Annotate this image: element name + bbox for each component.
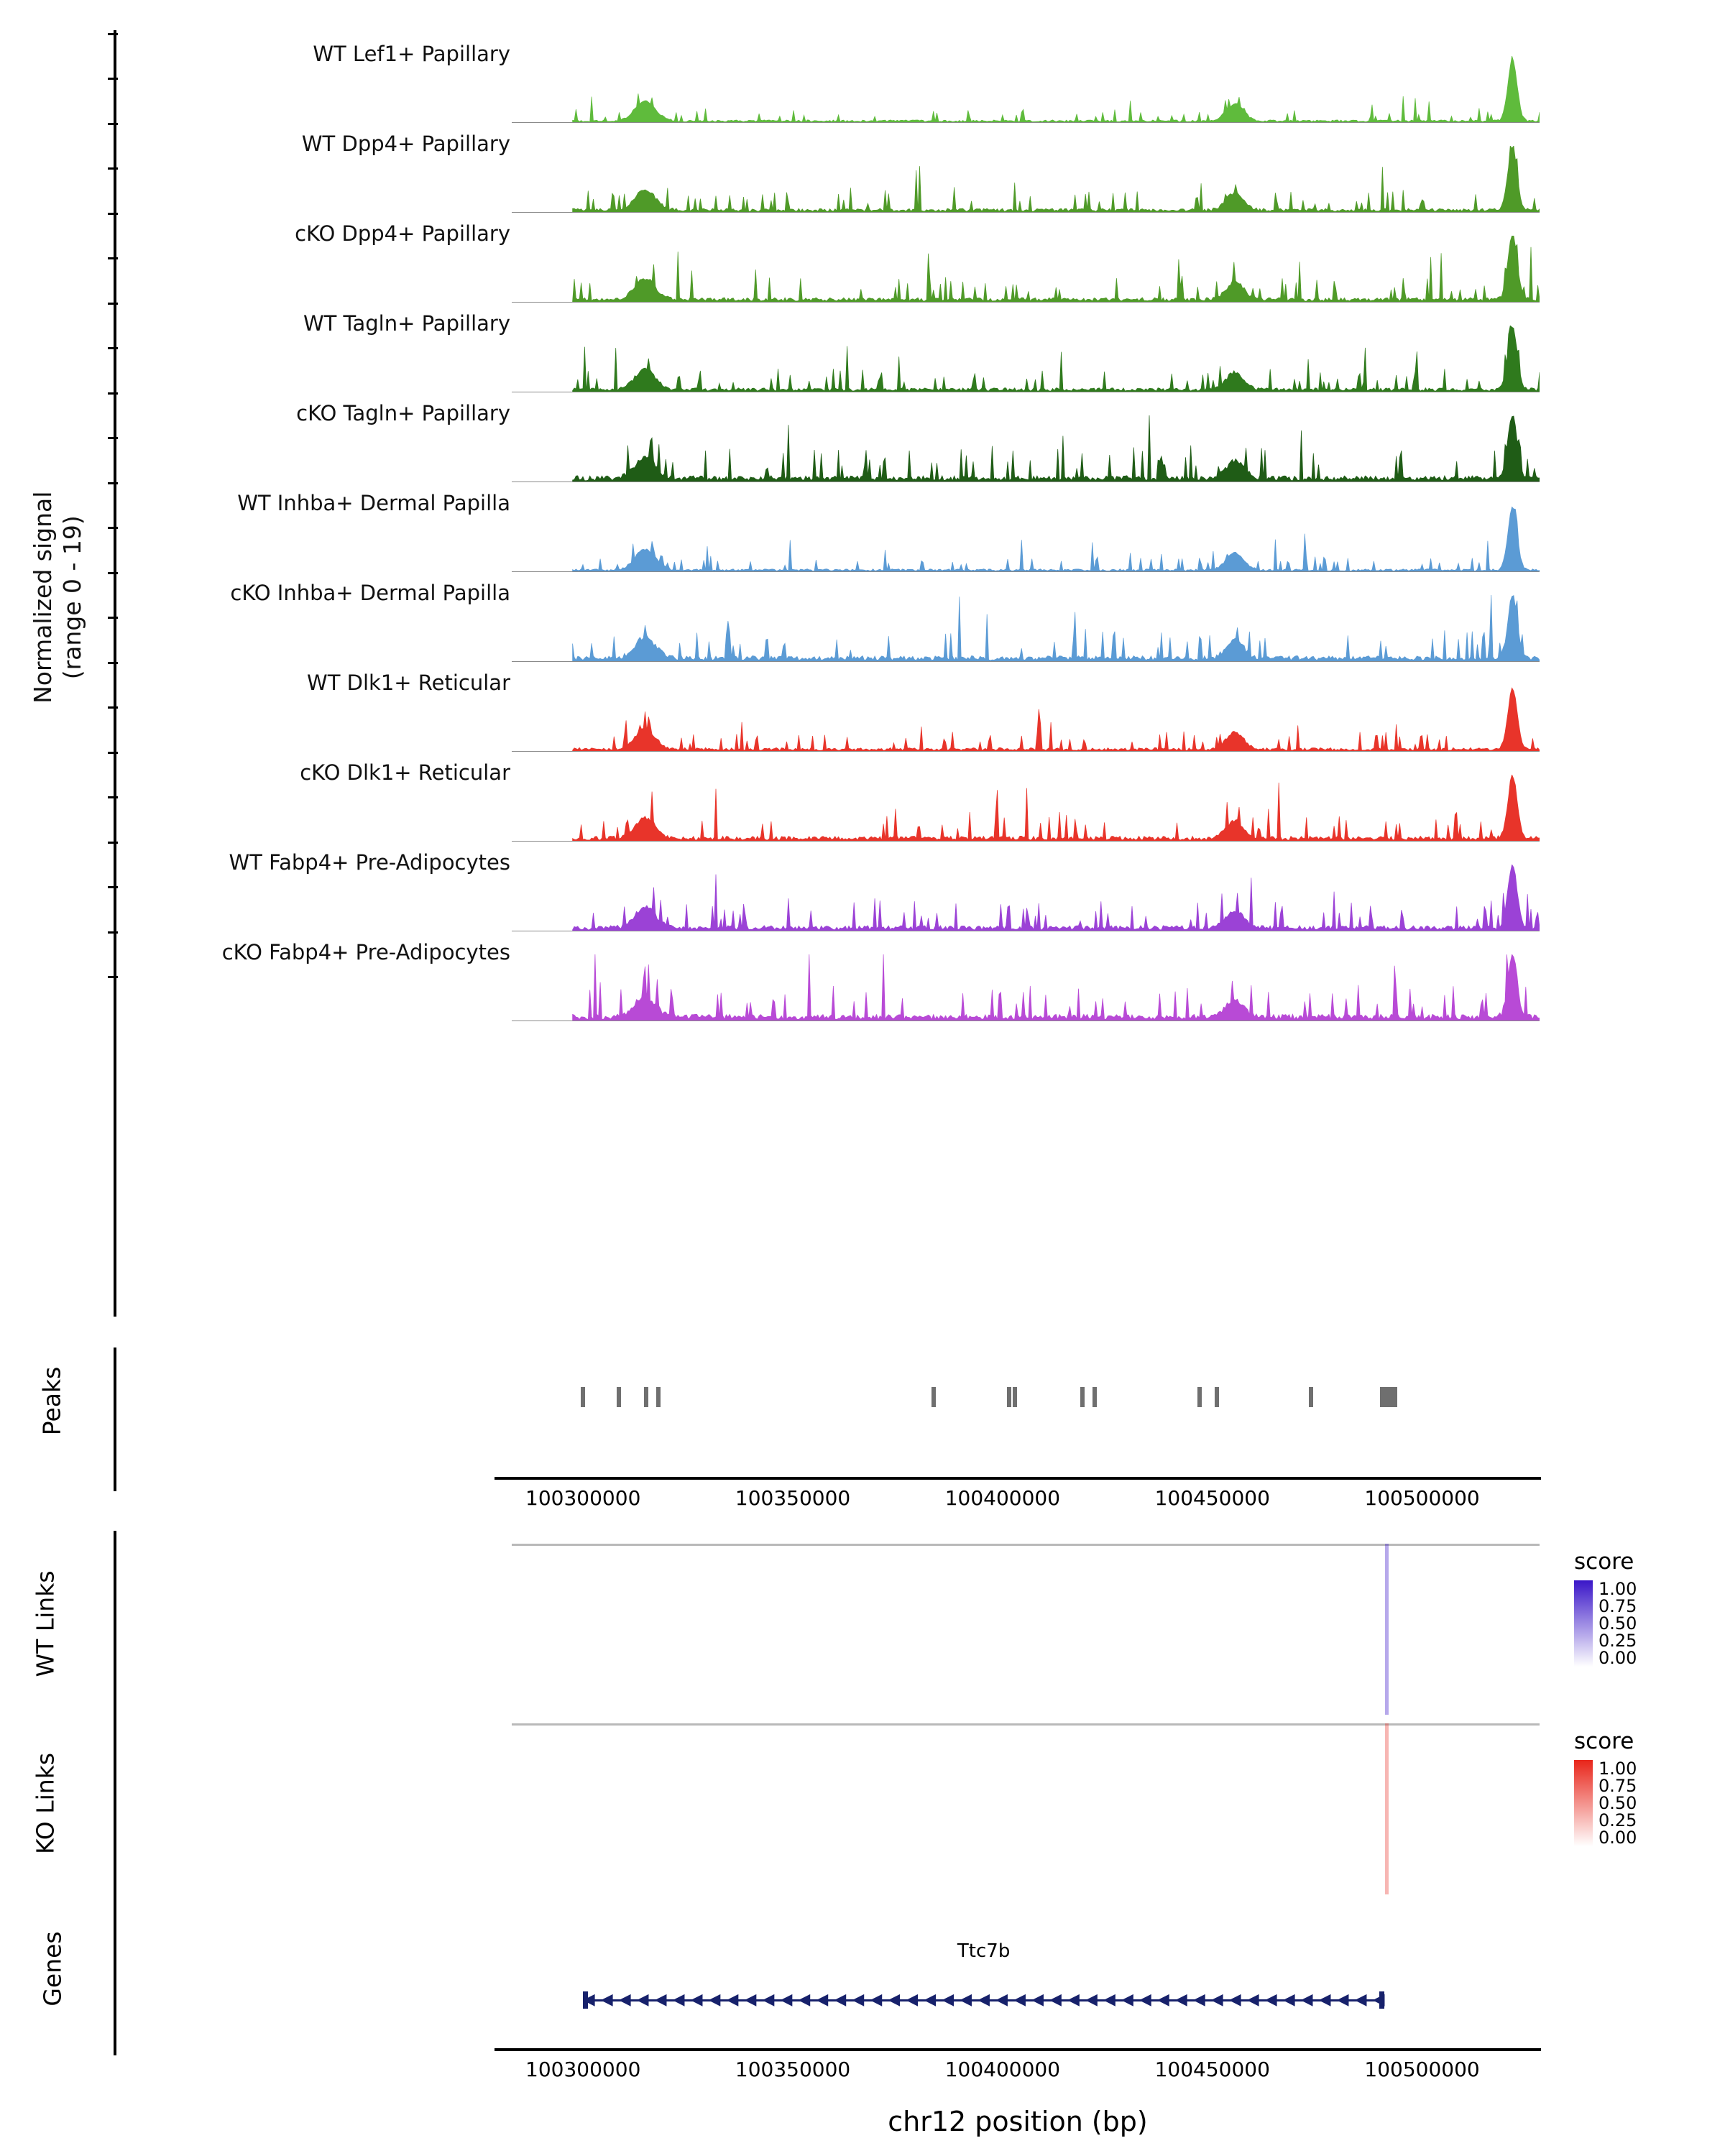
legend-tick-label: 0.00 <box>1598 1648 1637 1668</box>
gene-strand-arrow: ◀ <box>1067 1991 1080 2009</box>
y-axis-label-line2: (range 0 - 19) <box>58 515 86 680</box>
coverage-axis-tick <box>108 842 118 844</box>
ko-links-plot <box>512 1723 1540 1896</box>
coverage-axis-tick <box>108 303 118 305</box>
peaks-plot <box>512 1387 1540 1416</box>
coverage-axis-tick <box>108 886 118 888</box>
x-tick-label: 100500000 <box>1364 1486 1480 1510</box>
gene-strand-arrow: ◀ <box>852 1991 865 2009</box>
legend-tick-label: 0.00 <box>1598 1828 1637 1848</box>
coverage-axis-tick <box>108 33 118 35</box>
gene-strand-arrow: ◀ <box>870 1991 883 2009</box>
peak-mark <box>1007 1387 1011 1407</box>
legend-tick-label: 0.75 <box>1598 1776 1637 1796</box>
x-axis-title: chr12 position (bp) <box>888 2106 1148 2137</box>
gene-strand-arrow: ◀ <box>1210 1991 1223 2009</box>
coverage-axis-tick <box>108 976 118 978</box>
gene-strand-arrow: ◀ <box>1174 1991 1187 2009</box>
wt-links-legend <box>1574 1549 1725 1667</box>
track-baseline <box>512 212 1540 213</box>
gene-strand-arrow: ◀ <box>780 1991 793 2009</box>
legend-tick-label: 0.75 <box>1598 1596 1637 1616</box>
ko-links-legend <box>1574 1728 1725 1846</box>
peak-mark <box>1092 1387 1097 1407</box>
wt-legend-colorbar <box>1574 1580 1593 1667</box>
peak-mark <box>1309 1387 1313 1407</box>
track-label: WT Fabp4+ Pre-Adipocytes <box>229 850 510 875</box>
x-axis-ticklabels-top <box>494 1486 1541 1515</box>
track-label: WT Lef1+ Papillary <box>313 42 510 66</box>
track-label: WT Dlk1+ Reticular <box>307 671 510 695</box>
gene-strand-arrow: ◀ <box>906 1991 919 2009</box>
coverage-axis-tick <box>108 482 118 484</box>
gene-strand-arrow: ◀ <box>798 1991 811 2009</box>
coverage-axis-tick <box>108 752 118 754</box>
wt-links-plot <box>512 1544 1540 1716</box>
gene-strand-arrow: ◀ <box>1282 1991 1295 2009</box>
peak-mark <box>1197 1387 1202 1407</box>
legend-tick-label: 0.50 <box>1598 1793 1637 1813</box>
track-baseline <box>512 841 1540 842</box>
ko-legend-ticklabels <box>1598 1760 1637 1846</box>
coverage-axis-tick <box>108 437 118 439</box>
coverage-axis-tick <box>108 257 118 259</box>
gene-strand-arrow: ◀ <box>726 1991 739 2009</box>
x-tick-label: 100400000 <box>944 1486 1061 1510</box>
coverage-axis-tick <box>108 78 118 80</box>
coverage-axis-tick <box>108 123 118 125</box>
gene-strand-arrow: ◀ <box>1336 1991 1349 2009</box>
peak-mark <box>644 1387 648 1407</box>
gene-strand-arrow: ◀ <box>960 1991 972 2009</box>
gene-strand-arrow: ◀ <box>995 1991 1008 2009</box>
track-baseline <box>512 661 1540 662</box>
legend-tick-label: 0.25 <box>1598 1810 1637 1830</box>
track-label: WT Inhba+ Dermal Papilla <box>237 491 510 515</box>
gene-strand-arrow: ◀ <box>1031 1991 1044 2009</box>
track-signal <box>512 146 1540 212</box>
coverage-axis-rule <box>114 30 116 1317</box>
link-arc <box>1385 1544 1389 1715</box>
link-arc <box>1385 1723 1389 1894</box>
x-axis-line-top <box>494 1477 1541 1480</box>
track-baseline <box>512 751 1540 752</box>
track-baseline <box>512 302 1540 303</box>
gene-strand-arrow: ◀ <box>1318 1991 1331 2009</box>
ko-legend-colorbar <box>1574 1760 1593 1846</box>
peak-mark <box>656 1387 661 1407</box>
coverage-axis-tick <box>108 213 118 215</box>
track-signal <box>512 505 1540 571</box>
peaks-axis-rule <box>114 1348 116 1491</box>
gene-strand-arrow: ◀ <box>1228 1991 1241 2009</box>
track-baseline <box>512 571 1540 572</box>
track-signal <box>512 236 1540 302</box>
peak-mark <box>1080 1387 1085 1407</box>
track-label: cKO Dlk1+ Reticular <box>300 760 510 785</box>
x-tick-label: 100500000 <box>1364 2058 1480 2081</box>
gene-strand-arrow: ◀ <box>672 1991 685 2009</box>
wt-links-panel-label: WT Links <box>31 1570 60 1677</box>
legend-tick-label: 1.00 <box>1598 1759 1637 1779</box>
gene-strand-arrow: ◀ <box>618 1991 631 2009</box>
wt-legend-ticklabels <box>1598 1580 1637 1667</box>
gene-strand-arrow: ◀ <box>978 1991 990 2009</box>
gene-strand-arrow: ◀ <box>1156 1991 1169 2009</box>
gene-strand-arrow: ◀ <box>1192 1991 1205 2009</box>
track-label: WT Dpp4+ Papillary <box>301 132 510 156</box>
gene-strand-arrow: ◀ <box>1246 1991 1259 2009</box>
gene-strand-arrow: ◀ <box>1372 1991 1385 2009</box>
x-tick-label: 100350000 <box>735 2058 851 2081</box>
track-label: cKO Dpp4+ Papillary <box>295 221 510 246</box>
gene-label: Ttc7b <box>957 1940 1011 1962</box>
coverage-axis-tick <box>108 706 118 709</box>
coverage-axis-tick <box>108 796 118 798</box>
gene-strand-arrow: ◀ <box>1300 1991 1313 2009</box>
track-baseline <box>512 122 1540 123</box>
ko-links-panel-label: KO Links <box>31 1752 60 1855</box>
x-tick-label: 100300000 <box>525 1486 641 1510</box>
track-signal <box>512 326 1540 392</box>
gene-strand-arrow: ◀ <box>708 1991 721 2009</box>
peak-mark <box>1215 1387 1219 1407</box>
x-tick-label: 100300000 <box>525 2058 641 2081</box>
x-axis-ticklabels-bottom <box>494 2058 1541 2086</box>
gene-model <box>583 1991 1384 2009</box>
track-signal <box>512 415 1540 482</box>
ko-legend-title: score <box>1574 1728 1634 1754</box>
gene-strand-arrow: ◀ <box>600 1991 613 2009</box>
track-signal <box>512 56 1540 122</box>
coverage-axis-tick <box>108 347 118 349</box>
coverage-axis-tick <box>108 392 118 395</box>
legend-tick-label: 1.00 <box>1598 1579 1637 1599</box>
track-signal <box>512 775 1540 841</box>
gene-strand-arrow: ◀ <box>1354 1991 1367 2009</box>
track-label: cKO Inhba+ Dermal Papilla <box>230 581 510 605</box>
gene-strand-arrow: ◀ <box>1049 1991 1062 2009</box>
coverage-axis-tick <box>108 662 118 664</box>
genes-axis-rule <box>114 1890 116 2055</box>
y-axis-label-line1: Normalized signal <box>28 491 57 704</box>
peak-mark <box>932 1387 936 1407</box>
gene-strand-arrow: ◀ <box>1103 1991 1116 2009</box>
gene-strand-arrow: ◀ <box>942 1991 954 2009</box>
x-tick-label: 100450000 <box>1154 1486 1270 1510</box>
coverage-axis-tick <box>108 527 118 529</box>
gene-strand-arrow: ◀ <box>1013 1991 1026 2009</box>
genes-panel-label: Genes <box>38 1931 67 2007</box>
track-label: cKO Tagln+ Papillary <box>296 401 510 425</box>
wt-links-axis-rule <box>114 1531 116 1725</box>
coverage-axis-tick <box>108 167 118 170</box>
x-tick-label: 100450000 <box>1154 2058 1270 2081</box>
gene-strand-arrow: ◀ <box>816 1991 829 2009</box>
peak-mark <box>617 1387 621 1407</box>
legend-tick-label: 0.25 <box>1598 1631 1637 1651</box>
coverage-axis-tick <box>108 572 118 574</box>
y-axis-label <box>28 432 88 763</box>
gene-strand-arrow: ◀ <box>924 1991 937 2009</box>
gene-strand-arrow: ◀ <box>690 1991 703 2009</box>
track-signal <box>512 595 1540 661</box>
x-tick-label: 100350000 <box>735 1486 851 1510</box>
gene-strand-arrow: ◀ <box>1138 1991 1151 2009</box>
peaks-panel-label: Peaks <box>37 1366 66 1436</box>
track-signal <box>512 865 1540 931</box>
track-label: cKO Fabp4+ Pre-Adipocytes <box>221 940 510 964</box>
track-label: WT Tagln+ Papillary <box>303 311 510 336</box>
gene-strand-arrow: ◀ <box>654 1991 667 2009</box>
gene-strand-arrow: ◀ <box>888 1991 901 2009</box>
peak-mark <box>1013 1387 1017 1407</box>
gene-strand-arrow: ◀ <box>1121 1991 1133 2009</box>
track-signal <box>512 685 1540 751</box>
coverage-axis-tick <box>108 931 118 934</box>
peak-mark <box>581 1387 585 1407</box>
ko-links-axis-rule <box>114 1710 116 1904</box>
gene-strand-arrow: ◀ <box>1085 1991 1098 2009</box>
x-tick-label: 100400000 <box>944 2058 1061 2081</box>
track-signal <box>512 954 1540 1021</box>
peak-mark <box>1380 1387 1397 1407</box>
gene-strand-arrow: ◀ <box>636 1991 649 2009</box>
gene-strand-arrow: ◀ <box>1264 1991 1277 2009</box>
x-axis-line-bottom <box>494 2048 1541 2051</box>
gene-strand-arrow: ◀ <box>744 1991 757 2009</box>
wt-legend-title: score <box>1574 1549 1634 1575</box>
coverage-axis-tick <box>108 617 118 619</box>
gene-strand-arrow: ◀ <box>762 1991 775 2009</box>
gene-strand-arrow: ◀ <box>582 1991 595 2009</box>
legend-tick-label: 0.50 <box>1598 1613 1637 1634</box>
gene-strand-arrow: ◀ <box>834 1991 847 2009</box>
